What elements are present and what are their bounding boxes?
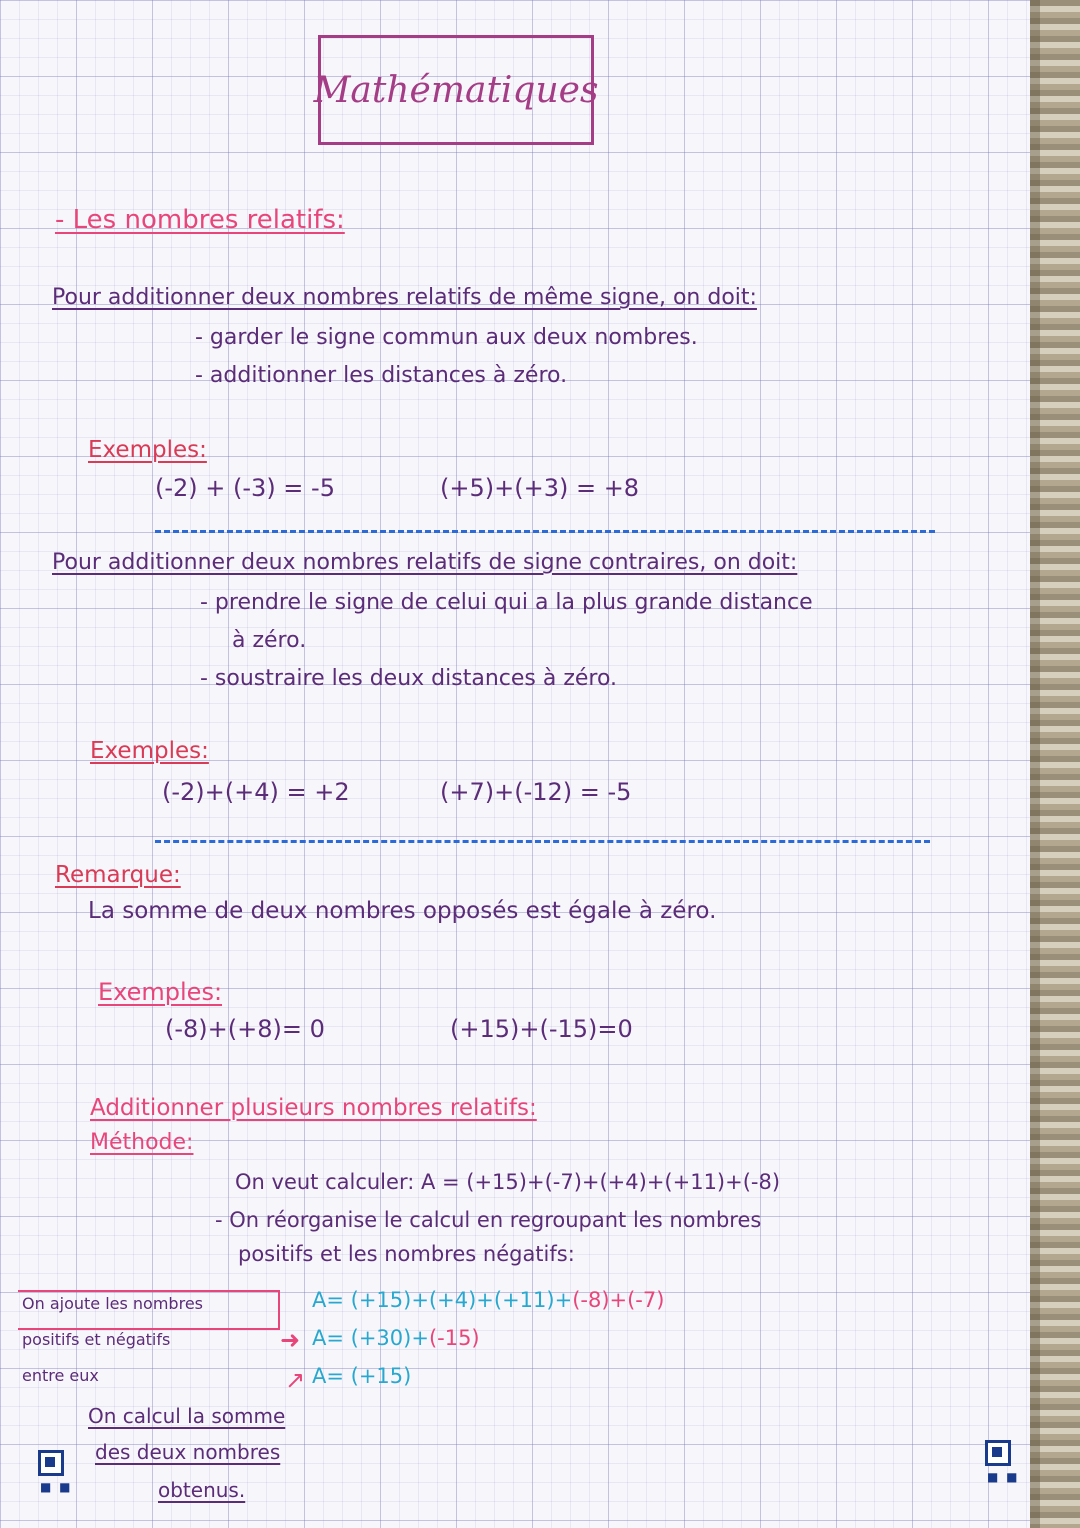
notebook-spiral-binding bbox=[1030, 0, 1080, 1528]
example3-a: (-8)+(+8)= 0 bbox=[165, 1015, 325, 1043]
step2-line bbox=[312, 1326, 480, 1351]
step1-line bbox=[312, 1288, 664, 1313]
note1-line-2: positifs et négatifs bbox=[22, 1330, 171, 1349]
note2-line-3: obtenus. bbox=[158, 1478, 246, 1502]
section-heading-relative-numbers: - Les nombres relatifs: bbox=[55, 205, 345, 235]
rule2-item1-line2: à zéro. bbox=[232, 628, 307, 653]
rule1-intro: Pour additionner deux nombres relatifs de même signe, on doit: bbox=[52, 285, 757, 310]
arrow-right-icon: ➜ bbox=[280, 1326, 301, 1354]
dashed-separator-2 bbox=[155, 840, 930, 843]
step1-negative: (-8)+(-7) bbox=[572, 1288, 665, 1312]
example1-b: (+5)+(+3) = +8 bbox=[440, 474, 640, 502]
examples2-label: Exemples: bbox=[90, 738, 209, 764]
example2-a: (-2)+(+4) = +2 bbox=[162, 778, 350, 806]
step1-positive: A= (+15)+(+4)+(+11)+ bbox=[312, 1288, 573, 1312]
qr-code-icon bbox=[985, 1440, 1011, 1466]
qr-dots-icon: ■ ■ bbox=[987, 1470, 1020, 1484]
arrow-up-right-icon: ↗ bbox=[285, 1366, 306, 1394]
rule1-item-1: - garder le signe commun aux deux nombres. bbox=[195, 325, 698, 350]
example3-b: (+15)+(-15)=0 bbox=[450, 1015, 633, 1043]
rule1-item-2: - additionner les distances à zéro. bbox=[195, 363, 568, 388]
step2-negative: (-15) bbox=[428, 1326, 480, 1350]
examples1-label: Exemples: bbox=[88, 437, 207, 463]
page-title: Mathématiques bbox=[313, 69, 599, 111]
dashed-separator-1 bbox=[155, 530, 935, 533]
want-line: On veut calculer: A = (+15)+(-7)+(+4)+(+11)+(-8) bbox=[235, 1170, 781, 1194]
examples3-label: Exemples: bbox=[98, 978, 223, 1006]
title-box bbox=[313, 35, 599, 145]
remark-text: La somme de deux nombres opposés est égale à zéro. bbox=[88, 898, 717, 924]
example2-b: (+7)+(-12) = -5 bbox=[440, 778, 632, 806]
qr-dots-icon: ■ ■ bbox=[40, 1480, 73, 1494]
reorganize-line-1: - On réorganise le calcul en regroupant les nombres bbox=[215, 1208, 762, 1232]
note1-line-3: entre eux bbox=[22, 1366, 99, 1385]
rule2-item2: - soustraire les deux distances à zéro. bbox=[200, 666, 618, 691]
step2-positive: A= (+30)+ bbox=[312, 1326, 429, 1350]
method-label: Méthode: bbox=[90, 1130, 194, 1155]
section-heading-multiple-relatives: Additionner plusieurs nombres relatifs: bbox=[90, 1095, 537, 1121]
note2-line-1: On calcul la somme bbox=[88, 1404, 286, 1428]
rule2-intro: Pour additionner deux nombres relatifs de signe contraires, on doit: bbox=[52, 550, 798, 575]
remark-label: Remarque: bbox=[55, 862, 181, 888]
step3-line: A= (+15) bbox=[312, 1364, 412, 1388]
note1-line-1: On ajoute les nombres bbox=[22, 1294, 203, 1313]
reorganize-line-2: positifs et les nombres négatifs: bbox=[238, 1242, 575, 1266]
rule2-item1-line1: - prendre le signe de celui qui a la plus grande distance bbox=[200, 590, 813, 615]
example1-a: (-2) + (-3) = -5 bbox=[155, 474, 335, 502]
qr-code-icon bbox=[38, 1450, 64, 1476]
note2-line-2: des deux nombres bbox=[95, 1440, 281, 1464]
